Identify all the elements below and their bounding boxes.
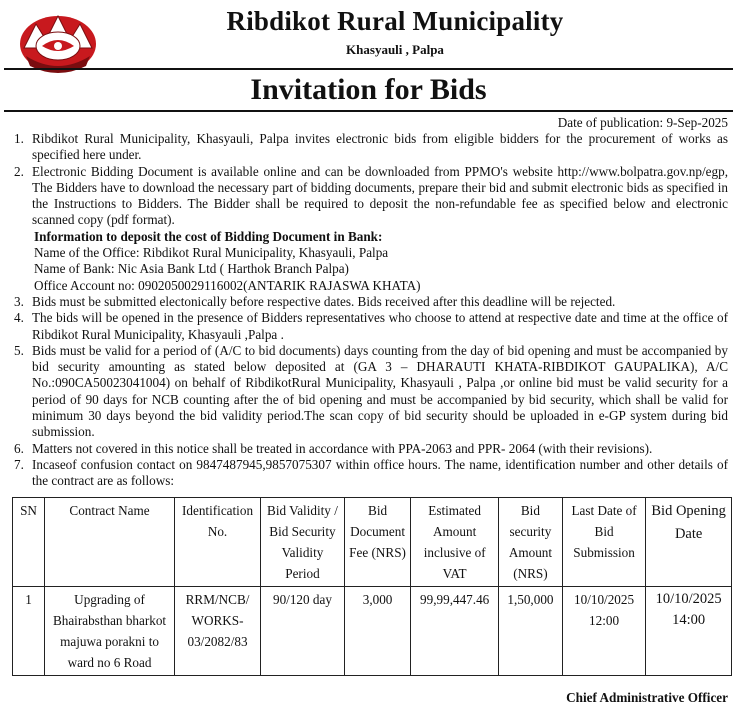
cell-contract-name: Upgrading of Bhairabsthan bharkot majuwa porakni to ward no 6 Road [45, 587, 175, 676]
notice-item [14, 164, 728, 229]
item-text: Ribdikot Rural Municipality, Khasyauli, Palpa invites electronic bids from eligible bidders for the procurement of works as specified here under. [32, 131, 728, 163]
cell-sn: 1 [13, 587, 45, 676]
notice-item [14, 131, 728, 164]
cell-identification: RRM/NCB/ WORKS-03/2082/83 [174, 587, 260, 676]
header-opening-date: Bid Opening Date [646, 498, 732, 587]
item-text: Bids must be submitted electonically before respective dates. Bids received after this deadline will be rejected. [32, 293, 616, 309]
notice-item [14, 294, 728, 310]
cell-bid-security: 1,50,000 [499, 587, 563, 676]
item-number: 6. [14, 440, 24, 456]
header-identification: Identification No. [174, 498, 260, 587]
bank-account: Office Account no: 0902050029116002(ANTARIK RAJASWA KHATA) [34, 277, 421, 293]
header-bid-validity: Bid Validity / Bid Security Validity Period [261, 498, 345, 587]
item-text: Bids must be valid for a period of (A/C to bid documents) days counting from the day of bid opening and must be accompanied by bid security amounting as stated below deposited at (GA 3 – DHARAUTI KHATA-RIBDIKOT GAUPALIKA), A/C No.:090CA50023041004) on behalf of RibdikotRural Municipality, Khasyauli , Palpa ,or online bid must be valid security for a period of 90 days for NCB counting after the of bid opening and must be accompanied by bid security, which shall be valid for minimum 30 days beyond the bid validity period.The scan copy of bid security should be uploaded in e-GP system during bid submission. [32, 342, 728, 440]
header-estimated-amount: Estimated Amount inclusive of VAT [411, 498, 499, 587]
header-contract-name: Contract Name [45, 498, 175, 587]
notice-title: Invitation for Bids [4, 68, 733, 112]
item-number: 4. [14, 310, 24, 326]
header-document-fee: Bid Document Fee (NRS) [344, 498, 410, 587]
notice-item [14, 310, 728, 343]
item-number: 7. [14, 456, 24, 472]
item-number: 1. [14, 131, 24, 146]
notice-item [14, 441, 728, 457]
table-row [13, 587, 732, 676]
notice-item [14, 343, 728, 441]
cell-estimated-amount: 99,99,447.46 [411, 587, 499, 676]
header-bid-security: Bid security Amount (NRS) [499, 498, 563, 587]
municipality-address: Khasyauli , Palpa [346, 42, 444, 57]
cell-opening-date: 10/10/2025 14:00 [646, 587, 732, 676]
bank-name: Name of Bank: Nic Asia Bank Ltd ( Harthok Branch Palpa) [34, 261, 349, 277]
cell-bid-validity: 90/120 day [261, 587, 345, 676]
bank-office-name: Name of the Office: Ribdikot Rural Municipality, Khasyauli, Palpa [34, 245, 389, 261]
item-number: 3. [14, 293, 24, 309]
item-text: Electronic Bidding Document is available online and can be downloaded from PPMO's website http://www.bolpatra.gov.np/egp, The Bidders have to download the necessary part of bidding documents, prepare their bid and submit electronic bids as specified in the Instructions to Bidders. The Bidder shall be required to deposit the non-refundable fee as specified below and electronic scanned copy (pdf format). [32, 163, 728, 228]
notice-body [14, 131, 728, 490]
publication-date: Date of publication: 9-Sep-2025 [557, 115, 728, 130]
contract-table [12, 497, 732, 676]
table-header-row [13, 498, 732, 587]
item-text: Incaseof confusion contact on 9847487945,9857075307 within office hours. The name, identification number and other details of the contract are as follows: [32, 456, 728, 489]
municipality-name: Ribdikot Rural Municipality [226, 6, 564, 36]
item-text: The bids will be opened in the presence of Bidders representatives who choose to attend at respective date and time at the office of Ribdikot Rural Municipality, Khasyauli ,Palpa . [32, 310, 728, 342]
item-text: Matters not covered in this notice shall be treated in accordance with PPA-2063 and PPR- 2064 (with their revisions). [32, 440, 653, 456]
header-last-date: Last Date of Bid Submission [562, 498, 645, 587]
notice-item [14, 457, 728, 490]
item-number: 5. [14, 342, 24, 358]
cell-document-fee: 3,000 [344, 587, 410, 676]
signature-title: Chief Administrative Officer [566, 690, 728, 705]
item-number: 2. [14, 163, 24, 179]
bank-info-heading: Information to deposit the cost of Bidding Document in Bank: [34, 228, 383, 244]
cell-last-date: 10/10/2025 12:00 [562, 587, 645, 676]
header-sn: SN [13, 498, 45, 587]
